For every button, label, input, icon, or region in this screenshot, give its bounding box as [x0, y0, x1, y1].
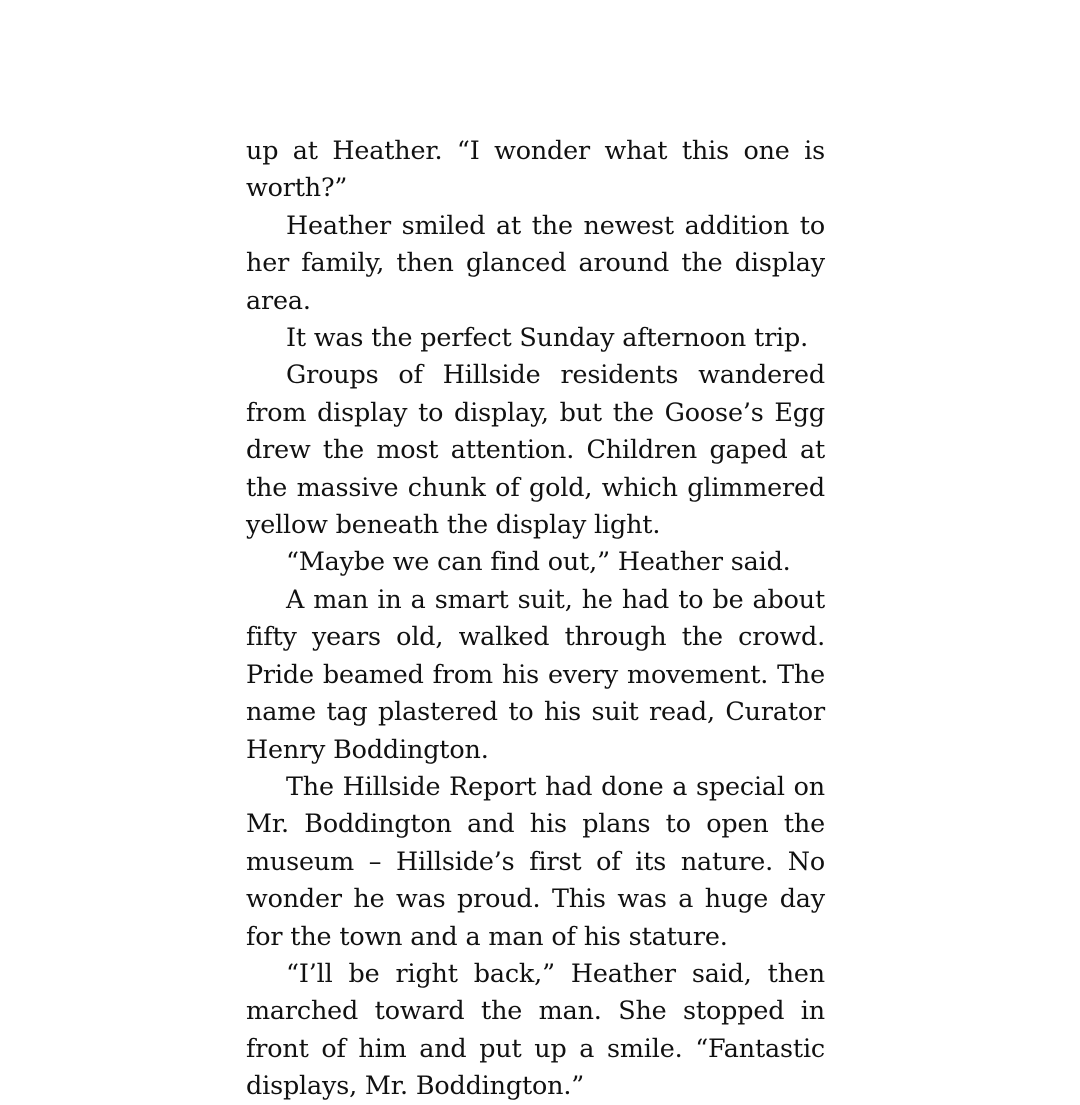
paragraph-maybe-find-out: “Maybe we can find out,” Heather said.: [286, 546, 791, 577]
book-page-text: [246, 132, 825, 1105]
paragraph-sunday-trip: It was the perfect Sunday afternoon trip.: [286, 322, 809, 353]
paragraph-hillside-residents: Groups of Hillside residents wandered from display to display, but the Goose’s Egg drew the most attention. Children gaped at the massive chunk of gold, which glimmered yellow beneath the display light.: [246, 359, 825, 540]
paragraph-hillside-report: The Hillside Report had done a special on Mr. Boddington and his plans to open the museum – Hillside’s first of its nature. No wonder he was proud. This was a huge day for the town and a man of his stature.: [246, 770, 825, 951]
paragraph-right-back: “I’ll be right back,” Heather said, then marched toward the man. She stopped in front of him and put up a smile. “Fantastic displays, Mr. Boddington.”: [246, 957, 825, 1101]
paragraph-continuation: up at Heather. “I wonder what this one is worth?”: [246, 135, 825, 203]
paragraph-man-in-suit: A man in a smart suit, he had to be about fifty years old, walked through the crowd. Pride beamed from his every movement. The name tag plastered to his suit read, Curator Henry Boddington.: [246, 583, 825, 764]
paragraph-heather-smiled: Heather smiled at the newest addition to her family, then glanced around the display area.: [246, 209, 825, 315]
